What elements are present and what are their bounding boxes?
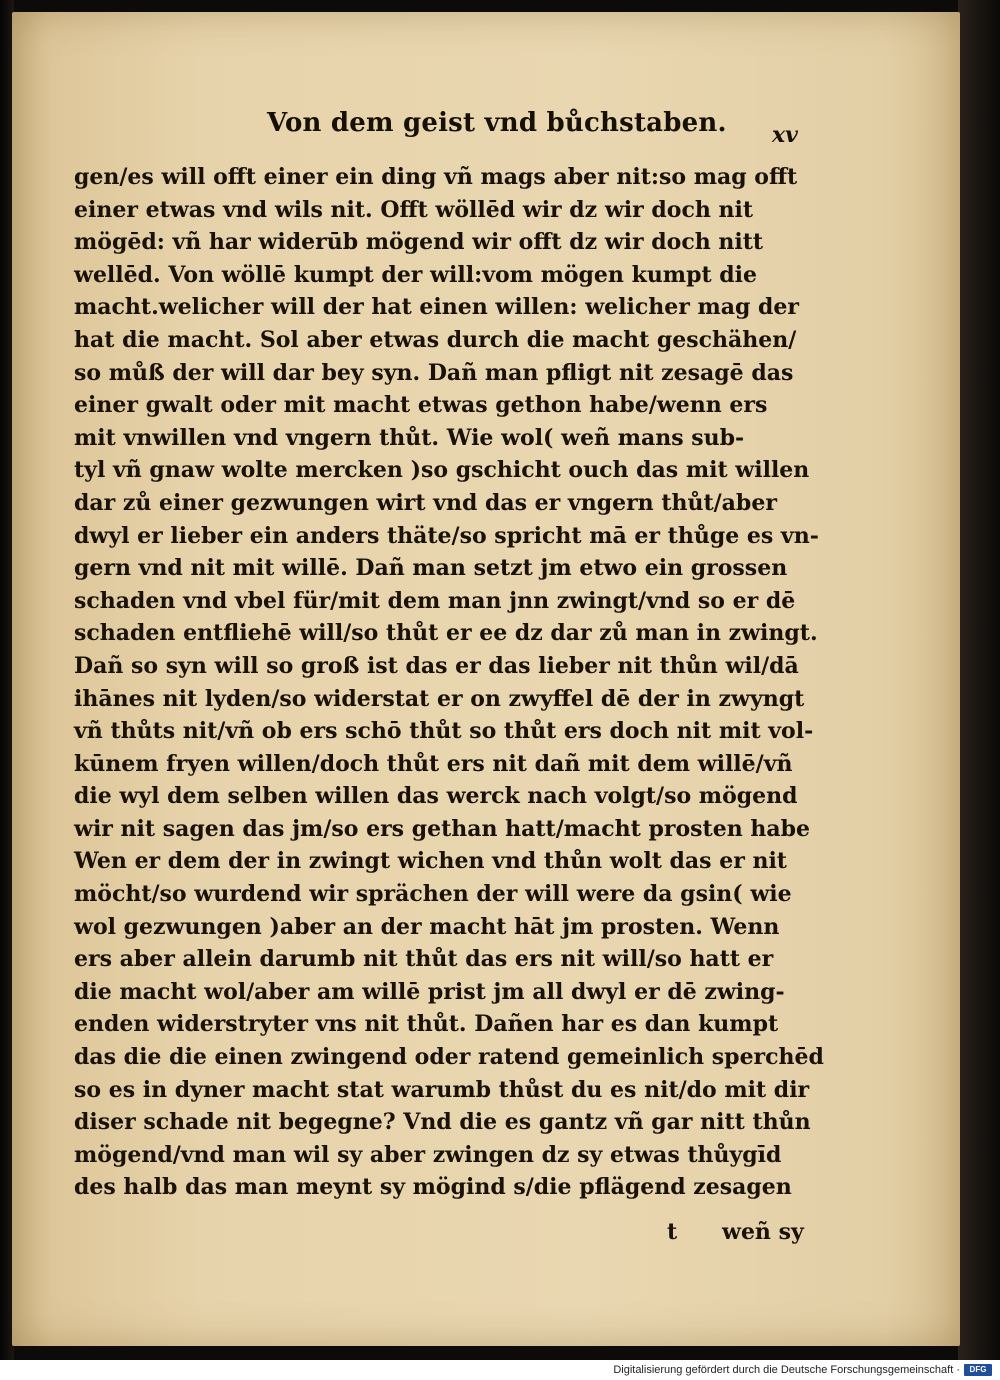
text-line: vñ thůts nit/vñ ob ers schō thůt so thůt ers doch nit mit vol‑ (74, 718, 814, 745)
text-line: die macht wol/aber am willē prist jm all dwyl er dē zwing‑ (74, 978, 785, 1005)
text-line: mögend/vnd man wil sy aber zwingen dz sy etwas thůygīd (74, 1141, 782, 1168)
text-line: diser schade nit begegne? Vnd die es gantz vñ gar nitt thůn (74, 1109, 811, 1136)
text-line: Wen er dem der in zwingt wichen vnd thůn wolt das er nit (74, 848, 787, 875)
text-line: ers aber allein darumb nit thůt das ers nit will/so hatt er (74, 946, 774, 973)
text-line: so es in dyner macht stat warumb thůst du es nit/do mit dir (74, 1076, 810, 1103)
body-text (74, 161, 824, 1204)
text-line: möcht/so wurdend wir sprächen der will were da gsin( wie (74, 881, 792, 908)
book-page (12, 12, 960, 1346)
text-line: wol gezwungen )aber an der macht hāt jm prosten. Wenn (74, 913, 780, 940)
text-line: das die die einen zwingend oder ratend gemeinlich sperchēd (74, 1044, 824, 1071)
text-line: einer etwas vnd wils nit. Offt wöllēd wir dz wir doch nit (74, 196, 754, 223)
text-line: mögēd: vñ har widerūb mögend wir offt dz wir doch nitt (74, 229, 764, 256)
text-line: einer gwalt oder mit macht etwas gethon habe/wenn ers (74, 392, 768, 419)
text-line: mit vnwillen vnd vngern thůt. Wie wol( weñ mans sub‑ (74, 424, 745, 451)
dfg-logo-icon[interactable]: DFG (964, 1364, 992, 1376)
text-line: gern vnd nit mit willē. Dañ man setzt jm etwo ein grossen (74, 555, 788, 582)
text-line: schaden entfliehē will/so thůt er ee dz dar zů man in zwingt. (74, 620, 818, 647)
text-line: wellēd. Von wöllē kumpt der will:vom mögen kumpt die (74, 261, 758, 288)
text-line: ihānes nit lyden/so widerstat er on zwyffel dē der in zwyngt (74, 685, 805, 712)
text-line: Dañ so syn will so groß ist das er das lieber nit thůn wil/dā (74, 652, 799, 679)
text-line: gen/es will offt einer ein ding vñ mags aber nit:so mag offt (74, 164, 798, 190)
text-line: des halb das man meynt sy mögind s/die pflägend zesagen (74, 1174, 792, 1201)
text-line: dar zů einer gezwungen wirt vnd das er vngern thůt/aber (74, 489, 777, 516)
folio-number: xv (772, 122, 798, 148)
text-line: so můß der will dar bey syn. Dañ man pfligt nit zesagē das (74, 359, 794, 386)
text-line: hat die macht. Sol aber etwas durch die macht geschähen/ (74, 326, 797, 353)
running-head: Von dem geist vnd bůchstaben. (267, 108, 727, 138)
text-line: dwyl er lieber ein anders thäte/so spricht mā er thůge es vn‑ (74, 522, 819, 549)
text-line: schaden vnd vbel für/mit dem man jnn zwingt/vnd so er dē (74, 587, 796, 614)
text-line: kūnem fryen willen/doch thůt ers nit dañ mit dem willē/vñ (74, 750, 793, 777)
text-line: tyl vñ gnaw wolte mercken )so gschicht ouch das mit willen (74, 457, 810, 484)
text-line: wir nit sagen das jm/so ers gethan hatt/macht prosten habe (74, 815, 810, 842)
book-spine-shadow (958, 0, 1000, 1360)
signature-mark: t (667, 1219, 678, 1245)
catchword: weñ sy (722, 1219, 804, 1245)
text-line: macht.welicher will der hat einen willen: welicher mag der (74, 294, 800, 321)
text-line: enden widerstryter vns nit thůt. Dañen har es dan kumpt (74, 1011, 779, 1038)
digitization-credit: Digitalisierung gefördert durch die Deutsche Forschungsgemeinschaft · (613, 1364, 960, 1376)
text-line: die wyl dem selben willen das werck nach volgt/so mögend (74, 783, 798, 810)
